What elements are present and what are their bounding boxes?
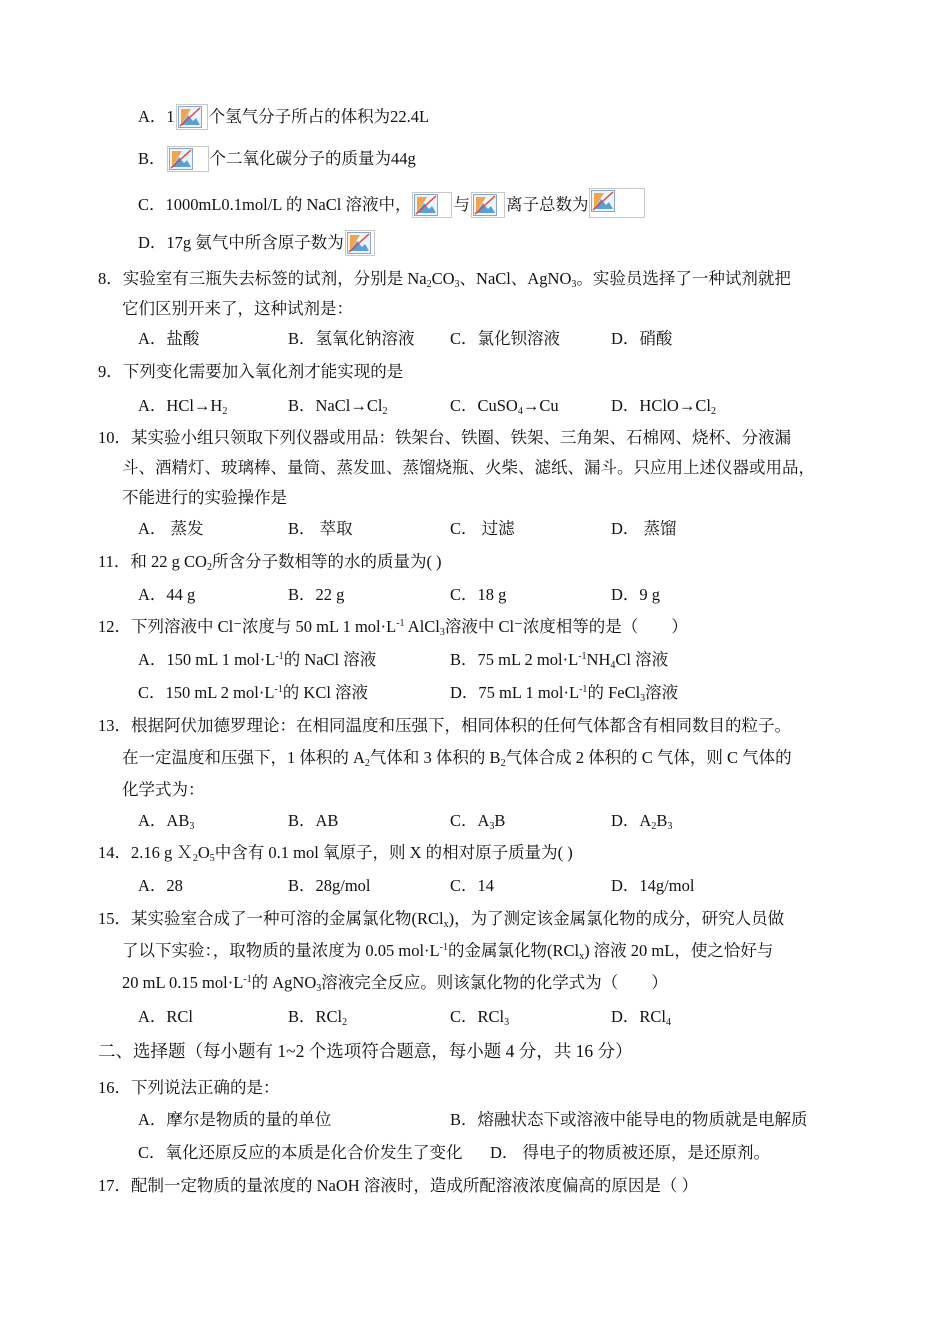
text: 、NaCl、AgNO <box>459 269 572 288</box>
q13-option-c <box>450 810 505 832</box>
subscript: 2 <box>500 758 506 769</box>
q7-option-d <box>138 230 376 256</box>
text: 12．下列溶液中 Cl⁻浓度与 50 mL 1 mol·L <box>98 617 397 636</box>
text: NH <box>586 650 611 669</box>
text: 中含有 0.1 mol 氧原子，则 X 的相对原子质量为( ) <box>214 843 573 862</box>
text: 的 KCl 溶液 <box>282 683 369 702</box>
q10-option-a: A． 蒸发 <box>138 519 204 538</box>
q9-option-a <box>138 395 227 417</box>
text: 的 NaCl 溶液 <box>283 650 377 669</box>
subscript: 4 <box>666 1017 672 1028</box>
subscript: 3 <box>640 693 646 704</box>
text: C．A <box>450 811 490 830</box>
q15-option-a: A．RCl <box>138 1007 194 1026</box>
text: 溶液完全反应。则该氯化物的化学式为（ ） <box>321 973 668 992</box>
q13-option-d <box>611 810 672 832</box>
subscript: 2 <box>651 821 657 832</box>
text: 20 mL 0.15 mol·L <box>122 973 244 992</box>
text: 15．某实验室合成了一种可溶的金属氯化物(RCl <box>98 909 444 928</box>
text: A．150 mL 1 mol·L <box>138 650 276 669</box>
text: 了以下实验：，取物质的量浓度为 0.05 mol·L <box>122 941 440 960</box>
text: D．75 mL 1 mol·L <box>450 683 580 702</box>
text: 所含分子数相等的水的质量为( ) <box>211 552 442 571</box>
superscript: -1 <box>439 942 448 953</box>
text: D．RCl <box>611 1007 667 1026</box>
q10-stem-line2: 斗、酒精灯、玻璃棒、量筒、蒸发皿、蒸馏烧瓶、火柴、滤纸、漏斗。只应用上述仪器或用品， <box>122 458 815 477</box>
q9-option-c <box>450 395 559 417</box>
text: 溶液中 Cl⁻浓度相等的是（ ） <box>444 617 688 636</box>
subscript: 4 <box>517 406 523 417</box>
q9-option-b <box>288 395 387 417</box>
subscript: 2 <box>364 758 370 769</box>
q16-option-a: A．摩尔是物质的量的单位 <box>138 1110 332 1129</box>
broken-image-icon <box>471 192 505 218</box>
text: D．A <box>611 811 652 830</box>
text: 的金属氯化物(RCl <box>447 941 580 960</box>
broken-image-icon <box>176 104 208 130</box>
subscript: 2 <box>342 1017 348 1028</box>
superscript: -1 <box>243 974 252 985</box>
subscript: x <box>579 951 585 962</box>
q16-option-b: B．熔融状态下或溶液中能导电的物质就是电解质 <box>450 1110 808 1129</box>
q8-option-a: A．盐酸 <box>138 329 200 348</box>
q16-option-d: D． 得电子的物质被还原，是还原剂。 <box>490 1143 771 1162</box>
text: 11．和 22 g CO <box>98 552 207 571</box>
broken-image-icon <box>589 188 645 218</box>
text: 的 AgNO <box>251 973 317 992</box>
subscript: 3 <box>454 279 460 290</box>
text: B <box>494 811 506 830</box>
q13-stem-line3: 化学式为： <box>122 780 205 799</box>
superscript: -1 <box>275 651 284 662</box>
q11-option-d: D．9 g <box>611 585 661 604</box>
text: →Cu <box>522 396 559 415</box>
q10-option-c: C． 过滤 <box>450 519 515 538</box>
subscript: 3 <box>439 627 445 638</box>
subscript: 2 <box>710 406 716 417</box>
text: 溶液 <box>645 683 679 702</box>
q11-stem <box>98 551 442 573</box>
q12-stem <box>98 616 688 638</box>
q8-option-c: C．氯化钡溶液 <box>450 329 561 348</box>
broken-image-icon <box>167 146 209 172</box>
q14-option-b: B．28g/mol <box>288 876 371 895</box>
text: 与 <box>453 195 470 214</box>
text: )，为了测定该金属氯化物的成分，研究人员做 <box>448 909 785 928</box>
text: O <box>197 843 210 862</box>
q15-option-b <box>288 1006 347 1028</box>
q8-stem-line2: 它们区别开来了，这种试剂是： <box>122 299 353 318</box>
q14-option-c: C．14 <box>450 876 495 895</box>
q10-option-d: D． 蒸馏 <box>611 519 677 538</box>
q10-stem-line1: 10．某实验小组只领取下列仪器或用品：铁架台、铁圈、铁架、三角架、石棉网、烧杯、分液漏 <box>98 428 791 447</box>
text: C．RCl <box>450 1007 505 1026</box>
q14-option-d: D．14g/mol <box>611 876 695 895</box>
text: D．HClO→Cl <box>611 396 711 415</box>
text: B． <box>138 149 166 168</box>
q11-option-c: C．18 g <box>450 585 507 604</box>
text: A．AB <box>138 811 190 830</box>
subscript: 2 <box>426 279 432 290</box>
q13-option-a <box>138 810 194 832</box>
subscript: 2 <box>192 853 198 864</box>
text: A．HCl→H <box>138 396 223 415</box>
text: C．CuSO <box>450 396 518 415</box>
text: AlCl <box>404 617 440 636</box>
q15-stem-line2 <box>122 940 773 962</box>
q7-option-b <box>138 146 416 172</box>
text: Cl 溶液 <box>615 650 669 669</box>
q16-option-c: C．氧化还原反应的本质是化合价发生了变化 <box>138 1143 463 1162</box>
text: A．1 <box>138 107 175 126</box>
text: 气体和 3 体积的 B <box>369 748 501 767</box>
q7-option-a <box>138 104 429 130</box>
subscript: 4 <box>610 660 616 671</box>
subscript: 2 <box>206 562 212 573</box>
q14-option-a: A．28 <box>138 876 183 895</box>
q7-option-c <box>138 188 646 218</box>
text: 个二氧化碳分子的质量为44g <box>209 149 416 168</box>
text: C．150 mL 2 mol·L <box>138 683 275 702</box>
subscript: 2 <box>382 406 388 417</box>
subscript: 5 <box>209 853 215 864</box>
text: 在一定温度和压强下，1 体积的 A <box>122 748 365 767</box>
subscript: 2 <box>222 406 228 417</box>
subscript: 3 <box>489 821 495 832</box>
q11-option-a: A．44 g <box>138 585 196 604</box>
text: C．1000mL0.1mol/L 的 NaCl 溶液中， <box>138 195 412 214</box>
text: 离子总数为 <box>505 195 589 214</box>
section-heading: 二、选择题（每小题有 1~2 个选项符合题意，每小题 4 分，共 16 分） <box>98 1041 633 1061</box>
text: 气体合成 2 体积的 C 气体，则 C 气体的 <box>505 748 792 767</box>
text: 的 FeCl <box>587 683 641 702</box>
text: CO <box>431 269 455 288</box>
q8-option-d: D．硝酸 <box>611 329 673 348</box>
text: B．RCl <box>288 1007 343 1026</box>
q11-option-b: B．22 g <box>288 585 345 604</box>
q15-option-d <box>611 1006 671 1028</box>
q15-stem-line1 <box>98 908 784 930</box>
q9-option-d <box>611 395 716 417</box>
text: B．75 mL 2 mol·L <box>450 650 579 669</box>
text: 个氢气分子所占的体积为22.4L <box>208 107 430 126</box>
q17-stem: 17．配制一定物质的量浓度的 NaOH 溶液时，造成所配溶液浓度偏高的原因是（ ） <box>98 1176 698 1195</box>
text: 14．2.16 g Ｘ <box>98 843 193 862</box>
q10-stem-line3: 不能进行的实验操作是 <box>122 488 287 507</box>
q12-option-b <box>450 649 668 671</box>
subscript: 3 <box>571 279 577 290</box>
superscript: -1 <box>274 684 283 695</box>
q12-option-c <box>138 682 368 704</box>
text: B <box>656 811 668 830</box>
q8-option-b: B．氢氧化钠溶液 <box>288 329 415 348</box>
subscript: x <box>443 919 449 930</box>
q15-option-c <box>450 1006 509 1028</box>
text: ) 溶液 20 mL，使之恰好与 <box>584 941 774 960</box>
q8-stem-line1 <box>98 268 791 290</box>
q13-stem-line1: 13．根据阿伏加德罗理论：在相同温度和压强下，相同体积的任何气体都含有相同数目的粒子。 <box>98 716 791 735</box>
subscript: 3 <box>316 983 322 994</box>
text: 。实验员选择了一种试剂就把 <box>576 269 791 288</box>
superscript: -1 <box>396 618 405 629</box>
q13-stem-line2 <box>122 747 792 769</box>
q13-option-b: B．AB <box>288 811 339 830</box>
q14-stem <box>98 842 573 864</box>
text: 8．实验室有三瓶失去标签的试剂，分别是 Na <box>98 269 427 288</box>
q16-stem: 16．下列说法正确的是： <box>98 1078 280 1097</box>
q12-option-d <box>450 682 678 704</box>
text: B．NaCl→Cl <box>288 396 383 415</box>
text: D．17g 氨气中所含原子数为 <box>138 233 344 252</box>
q15-stem-line3 <box>122 972 668 994</box>
q9-stem: 9．下列变化需要加入氧化剂才能实现的是 <box>98 362 404 381</box>
subscript: 3 <box>667 821 673 832</box>
q10-option-b: B． 萃取 <box>288 519 353 538</box>
subscript: 3 <box>189 821 195 832</box>
broken-image-icon <box>345 230 375 256</box>
superscript: -1 <box>579 684 588 695</box>
subscript: 3 <box>504 1017 510 1028</box>
superscript: -1 <box>578 651 587 662</box>
broken-image-icon <box>412 192 452 218</box>
q12-option-a <box>138 649 376 671</box>
